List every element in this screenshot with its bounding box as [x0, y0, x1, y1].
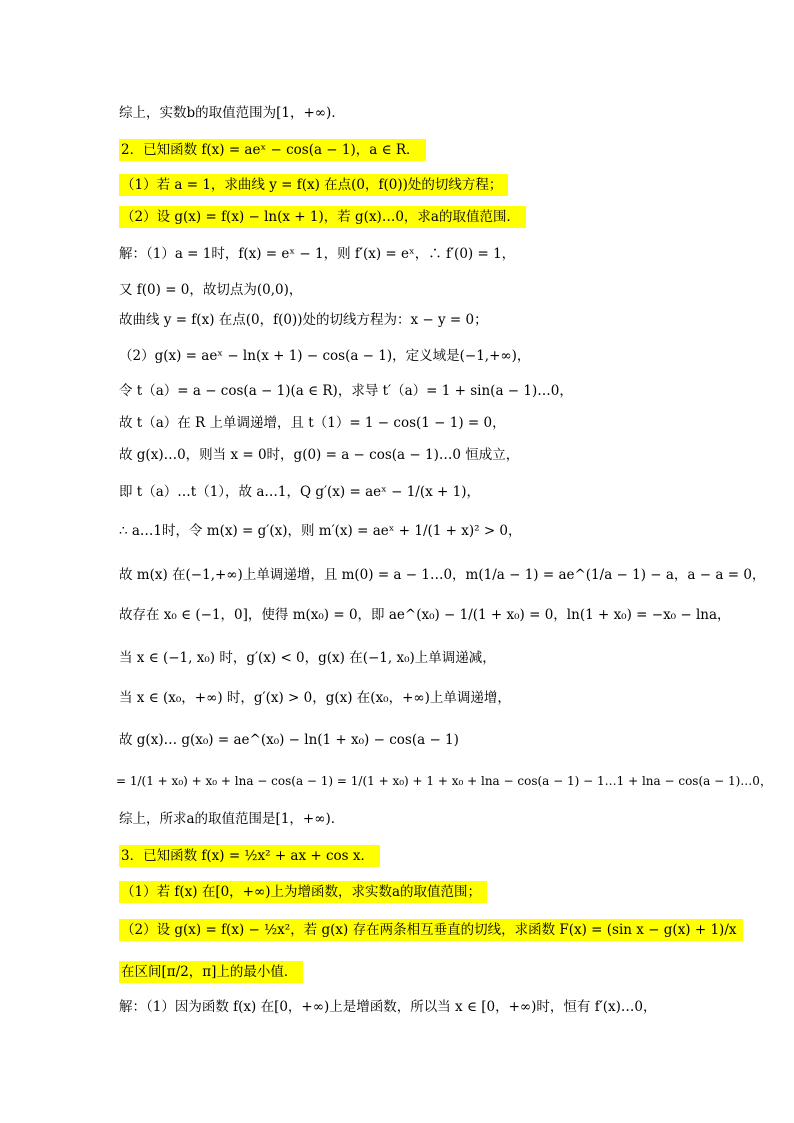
text-line — [119, 280, 302, 300]
problem-part — [119, 175, 508, 195]
line-text: 解：（1）a = 1时，f(x) = eˣ − 1，则 f′(x) = eˣ，∴ f′(0) = 1， — [119, 246, 516, 262]
line-text: 又 f(0) = 0，故切点为(0,0)， — [119, 282, 303, 298]
text-line — [119, 997, 657, 1017]
text-line — [119, 521, 522, 541]
problem-part — [119, 920, 743, 940]
line-text: 综上，实数b的取值范围为[1，+∞)． — [119, 105, 345, 121]
line-text: 当 x ∈ (−1, x₀) 时，g′(x) < 0，g(x) 在(−1, x₀)上单调递减， — [119, 650, 496, 666]
text-line — [119, 648, 496, 668]
problem-part — [119, 882, 487, 902]
line-text: ∴ a…1时，令 m(x) = g′(x)，则 m′(x) = aeˣ + 1/(1 + x)² > 0， — [119, 523, 522, 539]
line-text: （1）若 a = 1，求曲线 y = f(x) 在点(0，f(0))处的切线方程； — [119, 174, 508, 196]
line-text: 故 m(x) 在(−1,+∞)上单调递增，且 m(0) = a − 1…0，m(1/a − 1) = ae^(1/a − 1) − a，a − a = 0， — [119, 567, 766, 583]
line-text: 令 t（a）= a − cos(a − 1)(a ∈ R)，求导 t′（a）= 1 + sin(a − 1)…0， — [119, 383, 573, 399]
text-line — [119, 381, 573, 401]
problem-heading — [119, 140, 426, 160]
line-text: 故 g(x)… g(x₀) = ae^(x₀) − ln(1 + x₀) − cos(a − 1) — [119, 732, 459, 748]
line-text: 在区间[π/2，π]上的最小值． — [119, 961, 303, 983]
problem-part — [119, 962, 303, 982]
text-line — [119, 244, 515, 264]
text-line — [119, 809, 344, 829]
problem-part — [119, 207, 526, 227]
line-text: 解：（1）因为函数 f(x) 在[0，+∞)上是增函数，所以当 x ∈ [0，+∞)时，恒有 f′(x)…0， — [119, 999, 657, 1015]
line-text: 3．已知函数 f(x) = ½x² + ax + cos x． — [119, 845, 380, 867]
text-line — [119, 605, 731, 625]
line-text: 综上，所求a的取值范围是[1，+∞)． — [119, 811, 345, 827]
text-line — [119, 346, 530, 366]
line-text: 故存在 x₀ ∈ (−1，0]，使得 m(x₀) = 0，即 ae^(x₀) − 1/(1 + x₀) = 0，ln(1 + x₀) = −x₀ − lna， — [119, 607, 731, 623]
line-text: （2）设 g(x) = f(x) − ln(x + 1)，若 g(x)…0，求a的取值范围． — [119, 206, 526, 228]
line-text: 故曲线 y = f(x) 在点(0，f(0))处的切线方程为：x − y = 0； — [119, 312, 488, 328]
text-line — [116, 771, 772, 791]
line-text: 故 t（a）在 R 上单调递增，且 t（1）= 1 − cos(1 − 1) = 0， — [119, 415, 506, 431]
line-text: 即 t（a）…t（1），故 a…1，Q g′(x) = aeˣ − 1/(x + 1)， — [119, 484, 480, 500]
line-text: （2）g(x) = aeˣ − ln(x + 1) − cos(a − 1)，定义域是(−1,+∞)， — [119, 348, 531, 364]
text-line — [119, 688, 511, 708]
text-line — [119, 103, 345, 123]
line-text: = 1/(1 + x₀) + x₀ + lna − cos(a − 1) = 1/(1 + x₀) + 1 + x₀ + lna − cos(a − 1) − 1…1 + lna − cos(a − 1)…0， — [116, 774, 772, 788]
text-line — [119, 730, 459, 750]
line-text: （2）设 g(x) = f(x) − ½x²，若 g(x) 存在两条相互垂直的切线，求函数 F(x) = (sin x − g(x) + 1)/x — [119, 919, 743, 941]
line-text: 故 g(x)…0，则当 x = 0时，g(0) = a − cos(a − 1)…0 恒成立， — [119, 447, 520, 463]
problem-heading — [119, 846, 380, 866]
line-text: 当 x ∈ (x₀，+∞) 时，g′(x) > 0，g(x) 在(x₀，+∞)上单调递增， — [119, 690, 511, 706]
text-line — [119, 482, 480, 502]
text-line — [119, 413, 506, 433]
text-line — [119, 445, 519, 465]
line-text: 2．已知函数 f(x) = aeˣ − cos(a − 1)，a ∈ R． — [119, 139, 426, 161]
text-line — [119, 565, 765, 585]
text-line — [119, 310, 488, 330]
line-text: （1）若 f(x) 在[0，+∞)上为增函数，求实数a的取值范围； — [119, 881, 487, 903]
